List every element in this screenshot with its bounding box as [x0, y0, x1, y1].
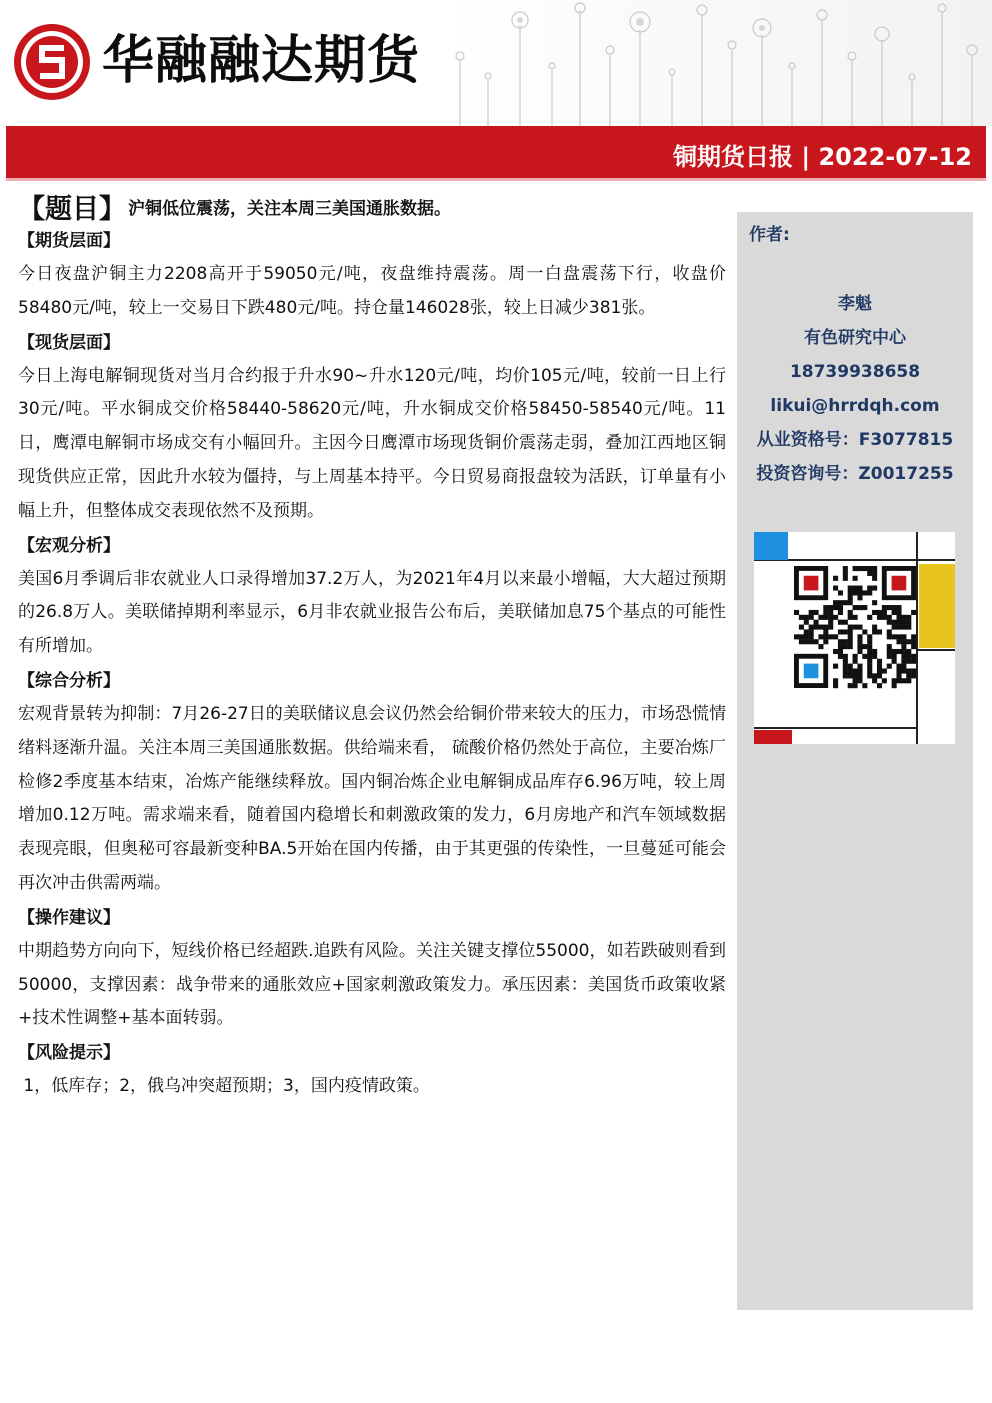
author-license: 从业资格号：F3077815	[756, 430, 954, 450]
section-heading: 【综合分析】	[18, 670, 120, 691]
section-macro	[18, 529, 726, 664]
author-sidebar	[737, 212, 973, 1310]
report-banner	[6, 126, 986, 178]
author-label: 作者:	[749, 225, 790, 245]
section-advice	[18, 901, 726, 1036]
section-paragraph: 宏观背景转为抑制：7月26-27日的美联储议息会议仍然会给铜价带来较大的压力，市场恐慌情绪料逐渐升温。关注本周三美国通胀数据。供给端来看， 硫酸价格仍然处于高位，主要冶炼厂检修2季度基本结束，冶炼产能继续释放。国内铜冶炼企业电解铜成品库存6.96万吨，较上周增加0.12万吨。需求端来看，随着国内稳增长和刺激政策的发力，6月房地产和汽车领域数据表现亮眼，但奥秘可容最新变种BA.5开始在国内传播，由于其更强的传染性，一旦蔓延可能会再次冲击供需两端。	[18, 703, 726, 893]
header	[0, 0, 992, 126]
qr-code-panel	[754, 532, 955, 744]
section-heading: 【现货层面】	[18, 332, 120, 353]
report-body	[18, 188, 726, 1104]
brand-name: 华融融达期货	[102, 31, 421, 91]
section-risk	[18, 1036, 726, 1104]
section-heading: 【风险提示】	[18, 1043, 120, 1064]
author-name: 李魁	[838, 294, 872, 314]
section-paragraph: 今日上海电解铜现货对当月合约报于升水90~升水120元/吨，均价105元/吨，较前一日上行30元/吨。平水铜成交价格58440-58620元/吨，升水铜成交价格58450-58540元/吨。11日，鹰潭电解铜市场成交有小幅回升。主因今日鹰潭市场现货铜价震荡走弱，叠加江西地区铜现货供应正常，因此升水较为僵持，与上周基本持平。今日贸易商报盘较为活跃，订单量有小幅上升，但整体成交表现依然不及预期。	[18, 365, 726, 521]
banner-underline	[6, 178, 986, 181]
header-decoration	[440, 0, 992, 126]
headline-label: 【题目】	[18, 193, 126, 225]
qr-code-icon	[754, 532, 955, 744]
section-overall	[18, 664, 726, 901]
section-spot	[18, 326, 726, 529]
author-consult-number: 投资咨询号：Z0017255	[756, 464, 954, 484]
author-info	[737, 287, 973, 491]
report-title: 铜期货日报 | 2022-07-12	[673, 143, 972, 171]
author-department: 有色研究中心	[804, 328, 906, 348]
author-phone: 18739938658	[789, 362, 921, 382]
section-futures	[18, 224, 726, 326]
section-heading: 【操作建议】	[18, 907, 120, 928]
section-paragraph: 1，低库存；2，俄乌冲突超预期；3，国内疫情政策。	[18, 1076, 430, 1097]
section-paragraph: 中期趋势方向向下，短线价格已经超跌.追跌有风险。关注关键支撑位55000，如若跌破则看到50000，支撑因素：战争带来的通胀效应+国家刺激政策发力。承压因素：美国货币政策收紧+技术性调整+基本面转弱。	[18, 940, 726, 1029]
company-logo-icon	[12, 22, 92, 102]
headline	[18, 188, 726, 224]
headline-text: 沪铜低位震荡，关注本周三美国通胀数据。	[128, 198, 451, 219]
section-paragraph: 今日夜盘沪铜主力2208高开于59050元/吨，夜盘维持震荡。周一白盘震荡下行，收盘价58480元/吨，较上一交易日下跌480元/吨。持仓量146028张，较上日减少381张。	[18, 264, 726, 318]
author-email: likui@hrrdqh.com	[770, 396, 940, 416]
section-paragraph: 美国6月季调后非农就业人口录得增加37.2万人，为2021年4月以来最小增幅，大大超过预期的26.8万人。美联储掉期利率显示，6月非农就业报告公布后，美联储加息75个基点的可能性有所增加。	[18, 568, 726, 657]
section-heading: 【期货层面】	[18, 231, 120, 251]
section-heading: 【宏观分析】	[18, 535, 120, 556]
